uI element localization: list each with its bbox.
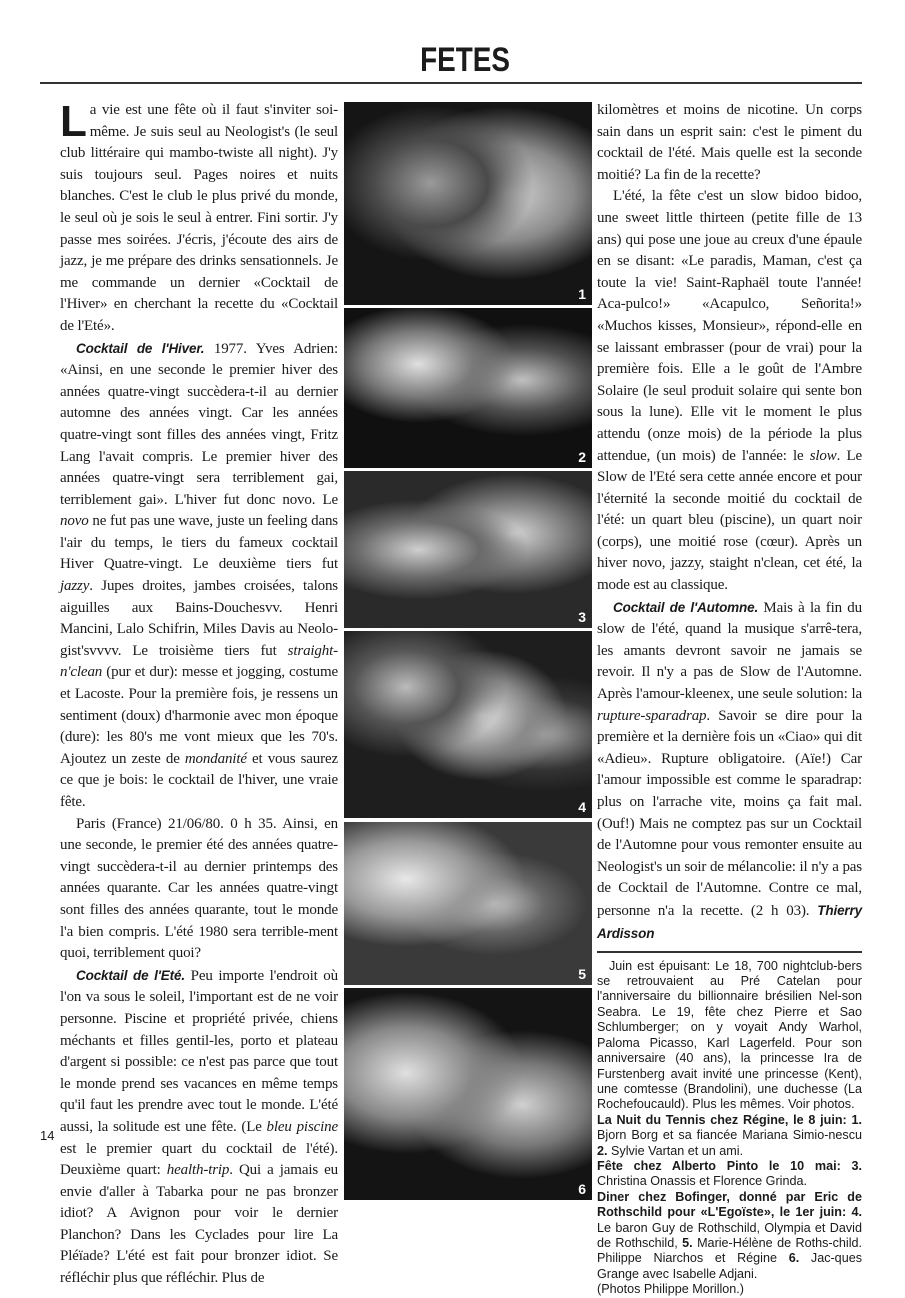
emphasis-text: jazzy [60,578,90,595]
body-text: Paris (France) 21/06/80. 0 h 35. Ainsi, en une seconde, le premier été des années quatre-vingt succèdera-t-il au dernier printemps des années quarante. Car les années quatre-vingt sont filles des années quarante, tout le monde l'a bien compris. L'été 1980 sera terrible-ment quoi, terriblement quoi? [60,815,338,962]
section-lead: Thierry Ardisson [597,902,862,941]
article-column-left [60,97,339,1290]
photo-5 [344,822,592,985]
paragraph [597,597,862,946]
section-title: FETES [420,41,510,79]
caption-heading: Diner chez Bofinger, donné par Eric de Rothschild pour «L'Egoïste», le 1er juin: 4. [597,1189,862,1220]
photo-number: 1 [578,286,586,302]
body-text: est le premier quart du cocktail de l'été). Deuxième quart: [60,1140,338,1179]
right-column [597,100,862,1298]
caption-intro: Juin est épuisant: Le 18, 700 nightclub-bers se retrouvaient au Pré Catelan pour l'anniversaire du billionnaire brésilien Nel-son Seabra. Le 19, fête chez Pierre et Sao Schlumberger; on y voyait Andy Warhol, Paloma Picasso, Karl Lagerfeld. Pour son anniversaire (40 ans), la princesse Ira de Furstenberg avait invité une princesse (Kent), une comtesse (Brandolini), une duchesse (La Rochefoucauld). Plus les mêmes. Voir photos. [597,958,862,1112]
caption-heading: Fête chez Alberto Pinto le 10 mai: 3. [597,1158,862,1173]
caption-entry [597,1190,862,1282]
body-text: Mais à la fin du slow de l'été, quand la musique s'arrê-tera, les amants devront savoir ne jamais se revoir. Il n'y a pas de Slow de l'Automne. Après l'amour-kleenex, une seule solution: la [597,599,862,703]
body-text: Peu importe l'endroit où l'on va sous le soleil, l'important est de ne voir personne. Piscine et propriété privée, chiens méchants et filles gentil-les, porto et plateau d'argent si possible: ce n'est pas parce que tout le monde prend ses vacances en même temps qu'il faut les prendre avec tout le monde. L'été aussi, la solitude est une fête. (Le [60,967,339,1135]
caption-entry [597,1113,862,1159]
emphasis-text: rupture-sparadrap [597,707,707,724]
caption-divider [597,951,862,953]
caption-heading: La Nuit du Tennis chez Régine, le 8 juin: 1. [597,1112,862,1127]
body-text: . Jupes droites, jambes croisées, talons aiguilles aux Bains-Douchesvv. Henri Mancini, Lalo Schifrin, Miles Davis au Neolo-gist'svvvv. Le troisième tiers fut [60,578,338,659]
drop-cap: L [60,97,87,146]
photo-6 [344,988,592,1200]
caption-text: Le baron Guy de Rothschild, Olympia et David de Rothschild, [597,1220,862,1250]
emphasis-text: bleu piscine [266,1118,339,1135]
photo-number: 3 [578,609,586,625]
paragraph [597,186,862,596]
body-text: . Qui a jamais eu envie d'aller à Tabarka pour ne pas bronzer idiot? A Avignon pour voir le dernier Planchon? Dans les Cyclades pour lire La Pléïade? L'été est fait pour bronzer idiot. Se réfléchir plus que réfléchir. Plus de [60,1162,339,1287]
emphasis-text: straight-n'clean [60,642,338,681]
photo-number: 2 [578,449,586,465]
caption-heading: 2. [597,1143,608,1158]
body-text: L'été, la fête c'est un slow bidoo bidoo, une sweet little thirteen (petite fille de 13 ans) qui pose une joue au creux d'une épaule en se disant: «Le paradis, Maman, c'est ça toute la vie! Saint-Raphaël toute l'année! Aca-pulco!» «Acapulco, Señorita!» «Muchos kisses, Monsieur», répond-elle en se laissant embrasser (pour de vrai) pour la première fois. Elle a le goût de l'Ambre Solaire (le seul produit solaire qui sente bon sous la lune). Elle vit le moment le plus attendu (onze mois) de la période la plus attendue, (un mois) de l'année: le [597,188,862,464]
photo-2 [344,308,592,468]
page-number: 14 [40,1128,55,1143]
paragraph [60,965,338,1290]
emphasis-text: novo [60,513,89,530]
body-text: (pur et dur): messe et jogging, costume et Lacoste. Pour la première fois, je ressens un sentiment (doux) d'harmonie avec mon époque (dure): les 80's me vont mieux que les 70's. Ajoutez un zeste de [60,664,338,767]
caption-text: Jac-ques Grange avec Isabelle Adjani. [597,1251,862,1281]
photo-number: 4 [578,799,586,815]
emphasis-text: mondanité [184,750,247,767]
paragraph [60,97,338,338]
caption-text: Marie-Hélène de Roths-child. Philippe Niarchos et Régine [597,1235,862,1266]
photo-number: 5 [578,966,586,982]
caption-text: (Photos Philippe Morillon.) [597,1282,744,1297]
photo-1 [344,102,592,305]
caption-text: Sylvie Vartan et un ami. [607,1143,744,1158]
paragraph [597,100,862,186]
photo-3 [344,471,592,628]
body-text: kilomètres et moins de nicotine. Un corps sain dans un esprit sain: c'est le piment du cocktail de l'été. Mais quelle est la seconde moitié? La fin de la recette? [597,102,862,183]
paragraph [60,338,338,814]
caption-text: Christina Onassis et Florence Grinda. [597,1174,807,1189]
section-lead: Cocktail de l'Automne. [613,599,759,615]
article-column-right [597,100,862,945]
photo-4 [344,631,592,818]
emphasis-text: slow [809,447,837,464]
photo-caption [597,959,862,1298]
caption-heading: 6. [788,1251,800,1266]
body-text: . Le Slow de l'Eté sera cette année encore et pour l'éternité la seconde moitié du cocktail de l'été: un quart bleu (piscine), un quart noir (corps), une moitié rose (cœur). Après un hiver novo, jazzy, staight n'clean, cet été, la mode est au classique. [597,447,862,594]
caption-text: Bjorn Borg et sa fiancée Mariana Simio-nescu [597,1128,862,1143]
header-rule [40,82,862,84]
photo-number: 6 [578,1181,586,1197]
section-lead: Cocktail de l'Eté. [76,967,185,983]
emphasis-text: health-trip [166,1162,230,1179]
body-text: ne fut pas une wave, juste un feeling dans l'air du temps, le tiers du fameux cocktail Hiver Quatre-vingt. Le deuxième tiers fut [60,513,338,573]
body-text: et vous saurez ce que je bois: le cocktail de l'hiver, une vraie fête. [60,750,339,810]
caption-entry [597,1282,862,1297]
body-text: a vie est une fête où il faut s'inviter soi-même. Je suis seul au Neologist's (le seul club littéraire qui mambo-twiste all night). J'y suis toujours seul. Pages noires et nuits blanches. C'est le club le plus privé du monde, le seul où je sois le seul à entrer. Fini sortir. J'y passe mes soirées. J'écris, j'écoute des airs de jazz, je me prépare des drinks sensationnels. Je me commande un dernier «Cocktail de l'Hiver» en cherchant la recette du «Cocktail de l'Eté». [60,102,338,334]
body-text: 1977. Yves Adrien: «Ainsi, en une seconde le premier hiver des années quatre-vingt succèdera-t-il au dernier automne des années vingt. Car les années quatre-vingt sont filles des années vingt, Fritz Lang l'avait compris. Le premier hiver des années quatre-vingt sera terriblement gai, terriblement gai». L'hiver fut donc novo. Le [60,340,338,508]
caption-heading: 5. [682,1235,693,1250]
body-text: . Savoir se dire pour la première et la dernière fois un «Ciao» qui dit «Adieu». Rupture obligatoire. (Aïe!) Car l'amour impossible est comme le sparadrap: plus on l'arrache vite, moins ça fait mal. (Ouf!) Mais ne comptez pas sur un Cocktail de l'Automne pour vous remonter ensuite au Neologist's un soir de mélancolie: il n'y a pas de Cocktail de l'Automne. Contre ce mal, personne n'a la recette. (2 h 03). [597,707,862,919]
section-lead: Cocktail de l'Hiver. [76,340,205,356]
caption-entry [597,1159,862,1190]
paragraph [60,814,338,965]
